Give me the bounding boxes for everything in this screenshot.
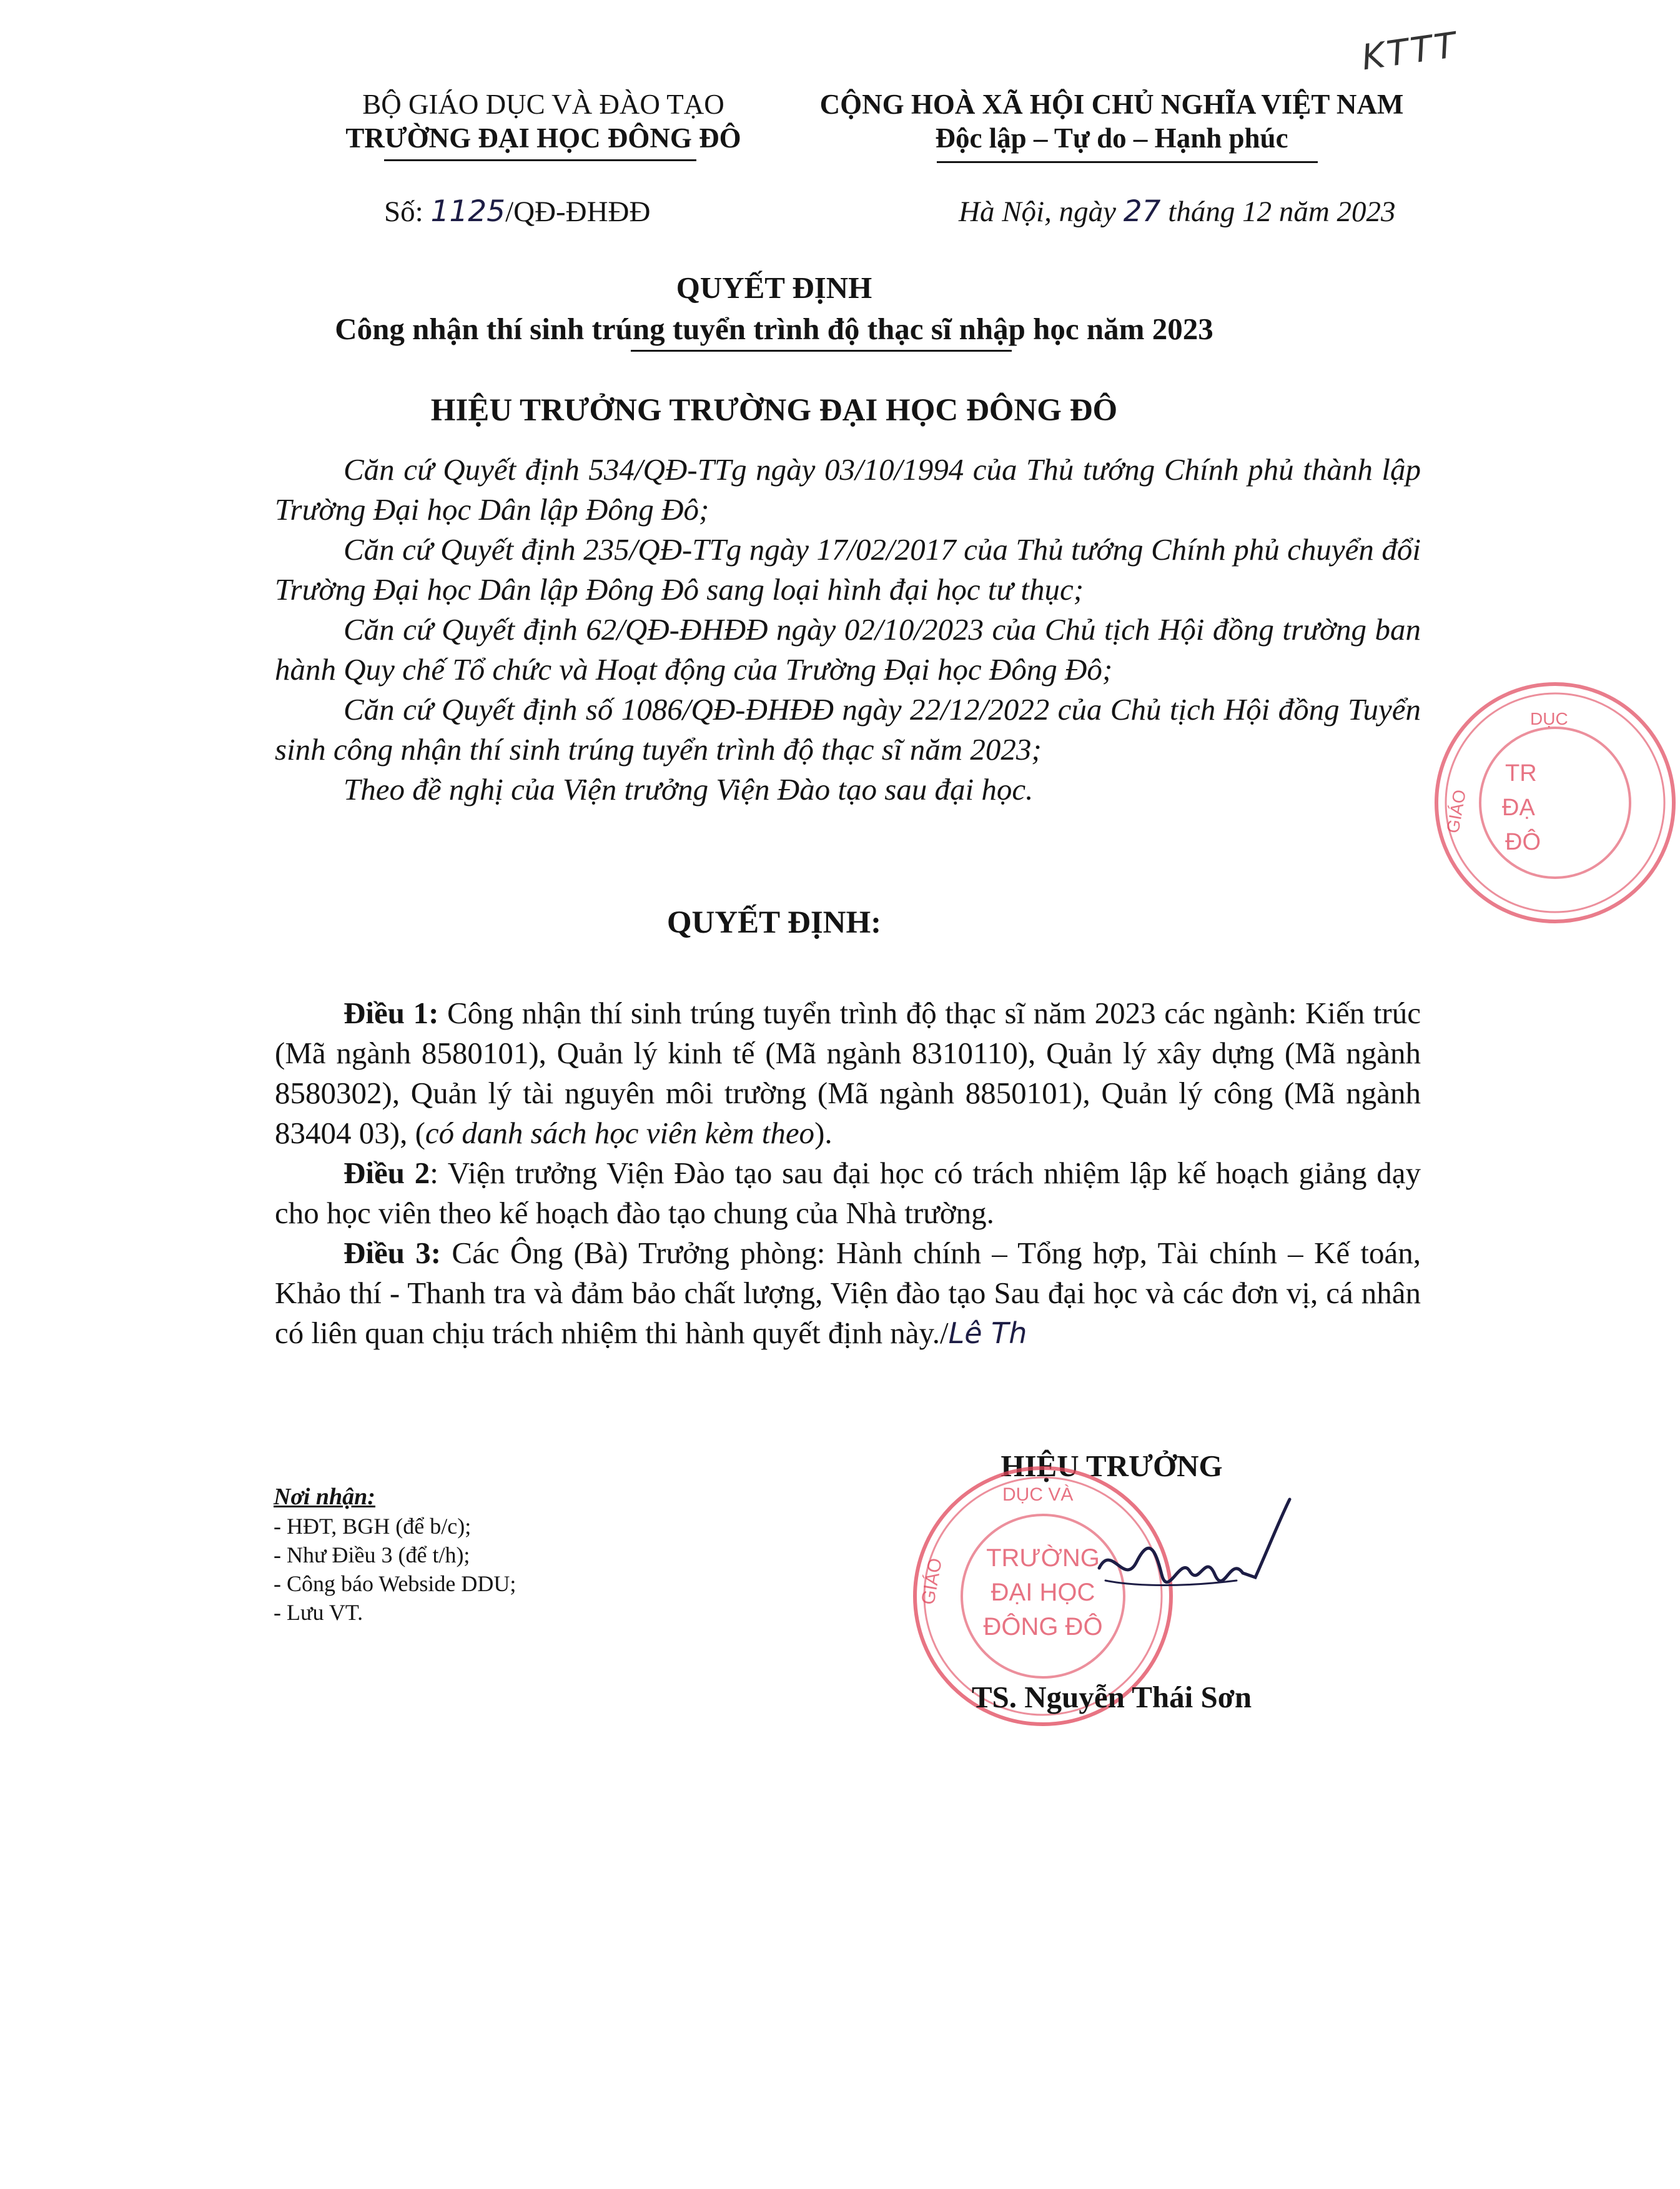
country-name: CỘNG HOÀ XÃ HỘI CHỦ NGHĨA VIỆT NAM: [819, 89, 1404, 120]
seal-line-1: TRƯỜNG: [986, 1544, 1100, 1572]
handwritten-signature: [1087, 1493, 1299, 1624]
seal-ring-left: GIÁO: [917, 1556, 946, 1607]
basis-item: Căn cứ Quyết định 534/QĐ-TTg ngày 03/10/1994 của Thủ tướng Chính phủ thành lập Trường Đại học Dân lập Đông Đô;: [275, 452, 1421, 527]
article-3-label: Điều 3:: [343, 1236, 442, 1270]
document-number: [384, 195, 650, 229]
signer-name: TS. Nguyễn Thái Sơn: [971, 1680, 1252, 1714]
recipient-item: - Công báo Webside DDU;: [274, 1571, 516, 1596]
recipients: [274, 1482, 516, 1627]
seal-line-2: ĐẠI HỌC: [991, 1579, 1095, 1606]
number-suffix: /QĐ-ĐHĐĐ: [505, 196, 651, 228]
article-1: Điều 1: Công nhận thí sinh trúng tuyển trình độ thạc sĩ năm 2023 các ngành: Kiến trúc (Mã ngành 8580101), Quản lý kinh tế (Mã ngành 8310110), Quản lý xây dựng (Mã ngành 8580302), Quản lý tài nguyên môi trường (Mã ngành 8850101), Quản lý công (Mã ngành 83404 03), (có danh sách học viên kèm theo).: [275, 996, 1421, 1150]
decision-heading: QUYẾT ĐỊNH:: [666, 905, 882, 940]
handwritten-initials: Lê Th: [948, 1316, 1027, 1350]
basis-item: Theo đề nghị của Viện trưởng Viện Đào tạo sau đại học.: [343, 772, 1034, 807]
seal-line-3: ĐÔNG ĐÔ: [983, 1613, 1103, 1641]
recipients-heading: Nơi nhận:: [274, 1484, 375, 1510]
university-name: TRƯỜNG ĐẠI HỌC ĐÔNG ĐÔ: [345, 122, 741, 154]
basis-item: Căn cứ Quyết định số 1086/QĐ-ĐHĐĐ ngày 22/12/2022 của Chủ tịch Hội đồng Tuyển sinh công nhận thí sinh trúng tuyển trình độ thạc sĩ năm 2023;: [275, 692, 1421, 767]
recipient-item: - Lưu VT.: [274, 1600, 363, 1625]
decision-subtitle: Công nhận thí sinh trúng tuyển trình độ thạc sĩ nhập học năm 2023: [335, 312, 1213, 346]
edge-seal-line-3: ĐÔ: [1505, 829, 1541, 855]
basis-item: Căn cứ Quyết định 62/QĐ-ĐHĐĐ ngày 02/10/2023 của Chủ tịch Hội đồng trường ban hành Quy chế Tổ chức và Hoạt động của Trường Đại học Đông Đô;: [275, 612, 1421, 687]
decision-title: QUYẾT ĐỊNH: [676, 271, 872, 305]
article-1-label: Điều 1:: [343, 996, 439, 1030]
header-right: [774, 87, 1449, 155]
edge-seal-graphic: [1430, 678, 1680, 928]
edge-seal-line-1: TR: [1505, 760, 1537, 787]
signer-title: HIỆU TRƯỞNG: [1001, 1449, 1223, 1483]
articles: [275, 993, 1421, 1353]
authority-heading: HIỆU TRƯỞNG TRƯỜNG ĐẠI HỌC ĐÔNG ĐÔ: [430, 393, 1118, 428]
article-2: Điều 2: Viện trưởng Viện Đào tạo sau đại học có trách nhiệm lập kế hoạch giảng dạy cho học viên theo kế hoạch đào tạo chung của Nhà trường.: [275, 1156, 1421, 1230]
date-prefix: Hà Nội, ngày: [959, 196, 1124, 228]
basis-item: Căn cứ Quyết định 235/QĐ-TTg ngày 17/02/2017 của Thủ tướng Chính phủ chuyển đổi Trường Đại học Dân lập Đông Đô sang loại hình đại học tư thục;: [275, 532, 1421, 607]
header-left: [262, 87, 824, 155]
header-left-underline: [384, 159, 696, 161]
number-handwritten: 1125: [430, 194, 506, 229]
edge-seal-line-2: ĐẠ: [1502, 795, 1535, 821]
edge-seal-ring-top: DỤC: [1530, 709, 1568, 728]
recipient-item: - Như Điều 3 (để t/h);: [274, 1542, 470, 1567]
edge-seal-ring-left: GIÁO: [1443, 788, 1470, 835]
seal-ring-top: DỤC VÀ: [1002, 1484, 1074, 1505]
subtitle-underline: [631, 350, 1012, 352]
document-date: [959, 195, 1396, 229]
corner-handwritten-note: KTTT: [1359, 24, 1461, 79]
date-suffix: tháng 12 năm 2023: [1160, 196, 1396, 228]
ministry-name: BỘ GIÁO DỤC VÀ ĐÀO TẠO: [362, 89, 724, 120]
date-handwritten: 27: [1123, 194, 1161, 229]
edge-seal: [1430, 678, 1680, 928]
article-2-label: Điều 2: [343, 1156, 430, 1190]
legal-basis: [275, 450, 1421, 810]
header-right-underline: [937, 161, 1318, 163]
recipient-item: - HĐT, BGH (để b/c);: [274, 1514, 472, 1539]
number-prefix: Số:: [384, 196, 431, 228]
country-motto: Độc lập – Tự do – Hạnh phúc: [935, 122, 1288, 154]
article-3: Điều 3: Các Ông (Bà) Trưởng phòng: Hành chính – Tổng hợp, Tài chính – Kế toán, Khảo thí - Thanh tra và đảm bảo chất lượng, Viện đào tạo Sau đại học và các đơn vị, cá nhân có liên quan chịu trách nhiệm thi hành quyết định này./Lê Th: [275, 1236, 1421, 1350]
